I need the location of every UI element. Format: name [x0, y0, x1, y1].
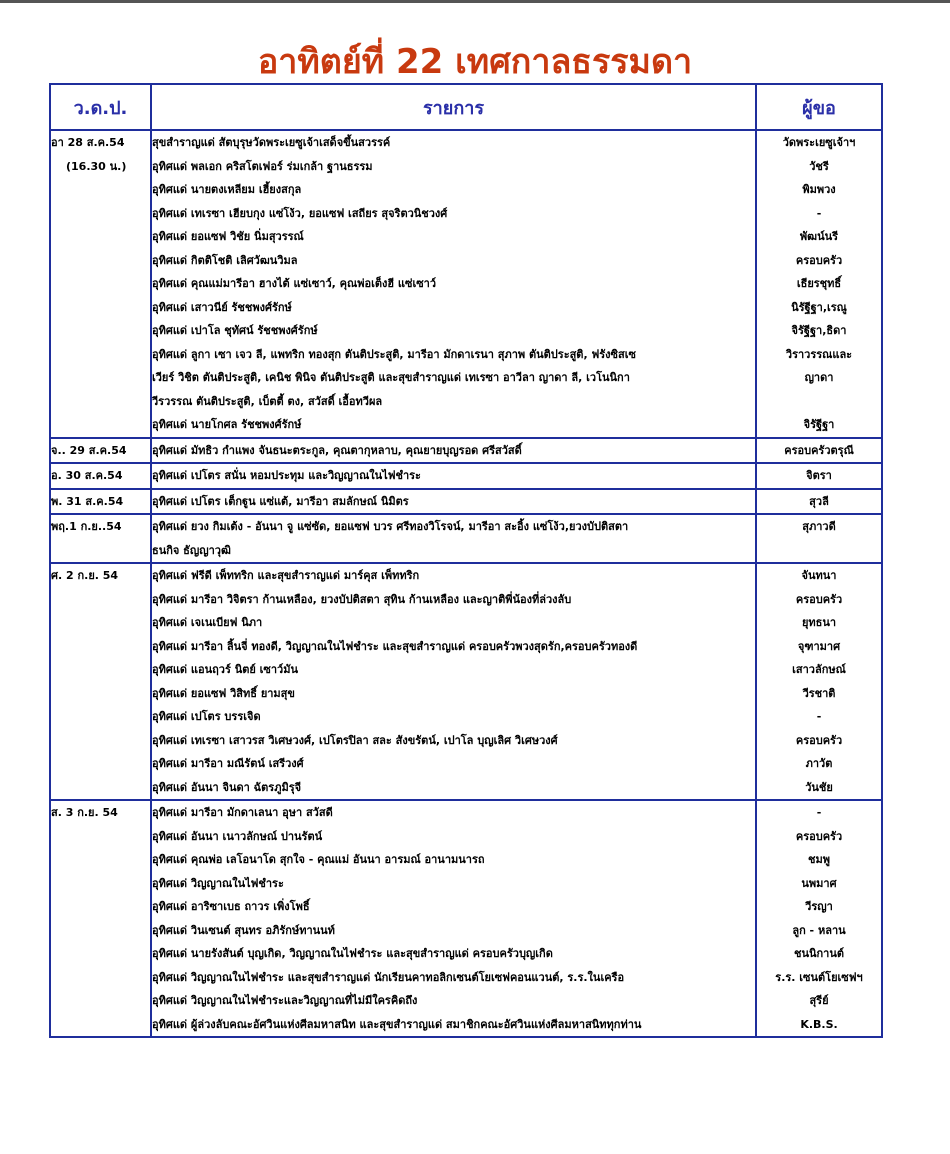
table-row [50, 463, 882, 489]
intention-line: อุทิศแด่ คุณพ่อ เลโอนาโด สุกใจ - คุณแม่ อันนา อารมณ์ อานามนารถ [152, 853, 485, 866]
requester-cell [756, 438, 882, 464]
date-cell [50, 800, 151, 1037]
intention-line: อุทิศแด่ เทเรซา เฮียบกุง แซ่โง้ว, ยอแซฟ เสถียร สุจริตวนิชวงศ์ [152, 206, 448, 220]
table-row [50, 130, 882, 438]
requester-name: วัชรี [809, 159, 829, 173]
items-cell [151, 514, 756, 563]
intention-line: อุทิศแด่ เปโตร บรรเจิด [152, 710, 261, 723]
intention-line: อุทิศแด่ อาริซาเบธ ถาวร เพิ่งโพธิ์ [152, 900, 310, 913]
items-cell [151, 563, 756, 800]
intention-line: อุทิศแด่ กิตติโชติ เลิศวัฒนวิมล [152, 253, 298, 267]
requester-name: จิตรา [806, 469, 832, 482]
requester-name: พิมพวง [802, 183, 836, 196]
intention-line: อุทิศแด่ ฟรีดี เพ็ททริก และสุขสำราญแด่ มาร์คุส เพ็ททริก [152, 569, 420, 582]
intention-line: อุทิศแด่ อันนา จินดา ฉัตรภูมิรุจี [152, 780, 302, 794]
requester-name: จิรัฐีฐา [803, 418, 835, 431]
intention-line: อุทิศแด่ ยอแซฟ วิชัย นิ่มสุวรรณ์ [152, 230, 304, 243]
requester-cell [756, 563, 882, 800]
intention-line: อุทิศแด่ เจเนเบียฟ นิภา [152, 616, 263, 629]
intention-line: อุทิศแด่ วินเซนต์ สุนทร อภิรักษ์ทานนท์ [152, 923, 335, 937]
requester-name: ชมพู [808, 853, 830, 866]
items-cell [151, 489, 756, 515]
items-cell [151, 130, 756, 438]
date-text: พ. 31 ส.ค.54 [51, 494, 124, 508]
date-text: ศ. 2 ก.ย. 54 [51, 569, 119, 582]
requester-name: - [816, 206, 822, 220]
page-title: อาทิตย์ที่ 22 เทศกาลธรรมดา [257, 42, 693, 82]
requester-name: ครอบครัว [795, 253, 843, 267]
requester-name: ร.ร. เซนต์โยเซฟฯ [775, 970, 863, 984]
requester-name: - [816, 806, 822, 819]
date-text: อ. 30 ส.ค.54 [51, 469, 123, 482]
intention-line: อุทิศแด่ ลูกา เซา เจว ลี, แพทริก ทองสุก ตันติประสูติ, มารีอา มักดาเรนา สุภาพ ตันติประสูติ, ฟรังซิสเซ [152, 347, 636, 361]
requester-name: - [816, 710, 822, 723]
date-text: จ.. 29 ส.ค.54 [51, 443, 127, 457]
requester-name: เสาวลักษณ์ [792, 663, 846, 676]
items-cell [151, 800, 756, 1037]
date-text: พฤ.1 ก.ย..54 [51, 520, 122, 533]
mass-intention-table [49, 83, 883, 1038]
requester-name: ครอบครัวตรุณี [784, 443, 854, 457]
date-cell [50, 563, 151, 800]
requester-name: ครอบครัว [795, 733, 843, 747]
intention-line: อุทิศแด่ วิญญาณในไฟชำระ และสุขสำราญแด่ นักเรียนคาทอลิกเซนต์โยเซฟคอนแวนต์, ร.ร.ในเครือ [152, 970, 625, 984]
items-cell [151, 463, 756, 489]
intention-line: อุทิศแด่ อันนา เนาวลักษณ์ ปานรัตน์ [152, 829, 323, 843]
requester-name: K.B.S. [800, 1017, 838, 1031]
requester-name: วันชัย [805, 780, 833, 794]
intention-line: อุทิศแด่ มารีอา มณีรัตน์ เสรีวงศ์ [152, 757, 304, 770]
intention-line: อุทิศแด่ แอนฤวร์ นิตย์ เซาว์มัน [152, 663, 298, 676]
intention-line: อุทิศแด่ เปโตร เต็กฐูน แซ่แต้, มารีอา สมลักษณ์ นิมิตร [152, 494, 409, 508]
requester-name: วีรญา [805, 900, 833, 913]
requester-name: ยุทธนา [801, 616, 837, 629]
items-cell [151, 438, 756, 464]
intention-line: อุทิศแด่ ยอแซฟ วิสิทธิ์ ยามสุข [152, 686, 295, 700]
requester-name: จิรัฐีฐา,ธิดา [791, 324, 847, 337]
intention-line: อุทิศแด่ นายโกศล รัชชพงศ์รักษ์ [152, 418, 302, 431]
date-text: ส. 3 ก.ย. 54 [51, 806, 118, 819]
header-row [50, 84, 882, 130]
intention-line: อุทิศแด่ เทเรซา เสาวรส วิเศษวงศ์, เปโตรปิลา สละ สังขรัตน์, เปาโล บุญเลิศ วิเศษวงศ์ [152, 733, 558, 747]
date-cell [50, 130, 151, 438]
intention-line: อุทิศแด่ เปาโล ชุทัศน์ รัชชพงศ์รักษ์ [152, 324, 318, 337]
table-body [50, 130, 882, 1037]
intention-line: อุทิศแด่ ผู้ล่วงลับคณะอัศวินแห่งศีลมหาสนิท และสุขสำราญแด่ สมาชิกคณะอัศวินแห่งศีลมหาสนิททุกท่าน [152, 1017, 642, 1031]
requester-name: วิราวรรณและ [785, 347, 853, 361]
date-cell [50, 463, 151, 489]
table-row [50, 489, 882, 515]
header-items: รายการ [151, 84, 756, 130]
requester-cell [756, 489, 882, 515]
date-cell [50, 489, 151, 515]
table-row [50, 438, 882, 464]
intention-line: อุทิศแด่ มารีอา มักดาเลนา อุษา สวัสดี [152, 806, 333, 819]
intention-line: ธนกิจ ธัญญาวุฒิ [152, 543, 231, 557]
requester-cell [756, 463, 882, 489]
intention-line: อุทิศแด่ วิญญาณในไฟชำระ [152, 876, 284, 890]
requester-name: นพมาศ [801, 876, 837, 890]
requester-name: ลูก - หลาน [792, 923, 846, 937]
requester-name: ครอบครัว [795, 829, 843, 843]
requester-name [757, 390, 881, 414]
intention-line: วีรวรรณ ตันติประสูติ, เบ็ตตี้ ตง, สวัสดิ์ เอื้อทวีผล [152, 394, 383, 408]
requester-name: วัดพระเยซูเจ้าฯ [782, 136, 856, 149]
table-row [50, 563, 882, 800]
intention-line: อุทิศแด่ พลเอก คริสโตเฟอร์ ร่มเกล้า ฐานธรรม [152, 159, 373, 173]
requester-name: นิรัฐีฐา,เรณู [791, 300, 847, 314]
requester-name: ชนนิกานต์ [793, 947, 844, 960]
intention-line: อุทิศแด่ มัทธิว กำแพง จันธนะตระกูล, คุณตากุหลาบ, คุณยายบุญรอด ศรีสวัสดิ์ [152, 443, 522, 457]
intention-line: อุทิศแด่ นายตงเหลียม เฮี้ยงสกุล [152, 183, 302, 196]
requester-name: เธียรชุทธิ์ [796, 277, 842, 290]
intention-line: อุทิศแด่ มารีอา ลิ้นจี่ ทองดี, วิญญาณในไฟชำระ และสุขสำราญแด่ ครอบครัวพวงสุดรัก,ครอบครัวทองดี [152, 639, 638, 653]
requester-cell [756, 514, 882, 563]
header-date: ว.ด.ป. [50, 84, 151, 130]
requester-cell [756, 130, 882, 438]
intention-line: อุทิศแด่ มารีอา วิจิตรา ก้านเหลือง, ยวงบัปติสตา สุทิน ก้านเหลือง และญาติพี่น้องที่ล่วงลับ [152, 592, 572, 606]
intention-line: อุทิศแด่ เปโตร สนั่น หอมประทุม และวิญญาณในไฟชำระ [152, 469, 421, 482]
requester-name: วีรชาติ [802, 686, 836, 700]
date-cell [50, 514, 151, 563]
intention-line: อุทิศแด่ นายรังสันต์ บุญเกิด, วิญญาณในไฟชำระ และสุขสำราญแด่ ครอบครัวบุญเกิด [152, 947, 553, 960]
intention-line: อุทิศแด่ ยวง กิมเต้ง - อันนา จู แซ่ซัด, ยอแซฟ บวร ศรีทองวิโรจน์, มารีอา สะอิ้ง แซ่โง้ว,ยวงบัปติสตา [152, 520, 629, 533]
table-row [50, 514, 882, 563]
time-text: (16.30 น.) [66, 159, 127, 173]
requester-name: ญาดา [804, 371, 834, 384]
top-rule [0, 0, 950, 3]
requester-name [757, 539, 881, 563]
intention-line: อุทิศแด่ เสาวนีย์ รัชชพงศ์รักษ์ [152, 300, 292, 314]
requester-name: ภาวัต [805, 757, 833, 770]
requester-name: พัฒน์นรี [799, 230, 839, 243]
intention-line: สุขสำราญแด่ สัตบุรุษวัดพระเยซูเจ้าเสด็จขึ้นสวรรค์ [152, 136, 391, 149]
requester-name: สุวลี [809, 494, 829, 508]
header-requester: ผู้ขอ [756, 84, 882, 130]
requester-name: สุรีย์ [809, 994, 829, 1007]
requester-name: จุฑามาศ [797, 639, 841, 653]
date-cell [50, 438, 151, 464]
requester-name: จันทนา [801, 569, 837, 582]
table-row [50, 800, 882, 1037]
intention-line: อุทิศแด่ วิญญาณในไฟชำระและวิญญาณที่ไม่มีใครคิดถึง [152, 994, 418, 1007]
requester-cell [756, 800, 882, 1037]
date-text: อา 28 ส.ค.54 [51, 136, 125, 149]
requester-name: ครอบครัว [795, 592, 843, 606]
intention-line: อุทิศแด่ คุณแม่มารีอา ฮางไต้ แซ่เซาว์, คุณพ่อเต็งฮี แซ่เซาว์ [152, 277, 437, 290]
intention-line: เวียร์ วิชิต ตันติประสูติ, เคนิช พินิจ ตันติประสูติ และสุขสำราญแด่ เทเรซา อาวีลา ญาดา ลี, เวโนนิกา [152, 371, 630, 384]
requester-name: สุภาวดี [802, 520, 836, 533]
